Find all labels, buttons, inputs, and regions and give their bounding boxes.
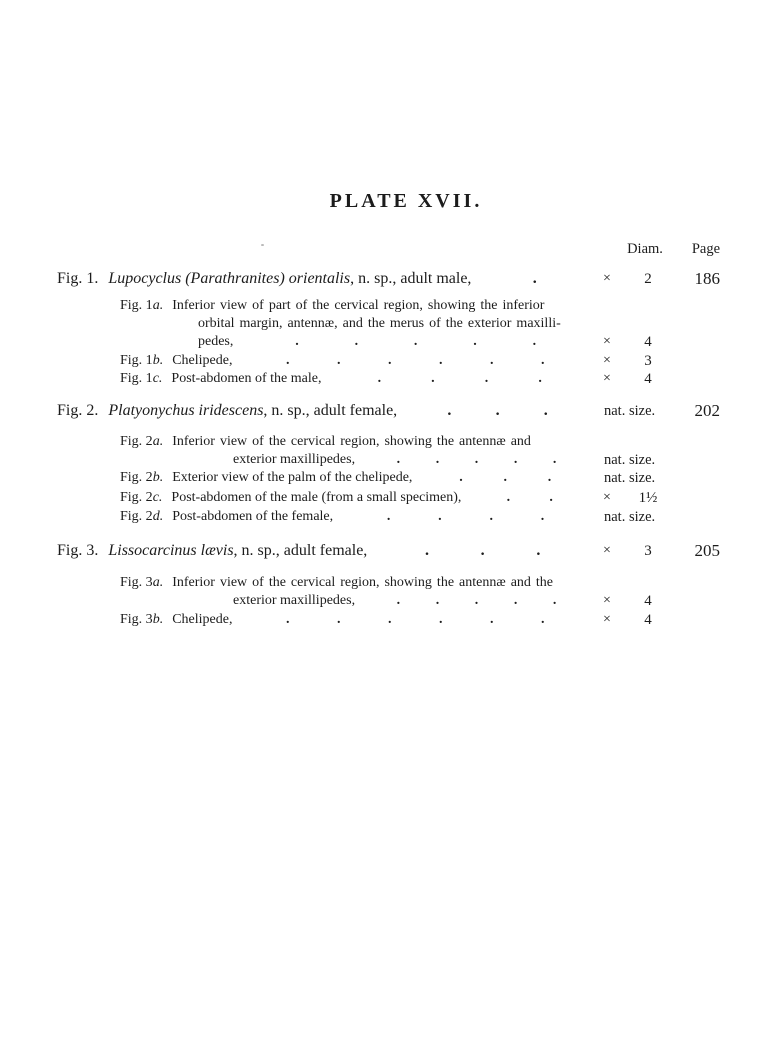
subfig-3a-text <box>120 574 598 610</box>
subfig-line: Chelipede, <box>172 612 233 627</box>
subfig-line: Post-abdomen of the male (from a small specimen), <box>171 490 462 505</box>
page-title: PLATE XVII. <box>329 190 483 212</box>
subfig-label: Fig. 1b. <box>120 353 164 368</box>
subfig-2c-row <box>0 489 776 507</box>
subfig-1c-row <box>0 370 776 388</box>
diam-value: 4 <box>644 593 652 609</box>
diam-symbol: × <box>603 353 611 368</box>
subfig-label: Fig. 3b. <box>120 612 164 627</box>
subfig-line: Inferior view of the cervical region, showing the antennæ and <box>172 434 531 449</box>
subfig-label: Fig. 1a. <box>120 298 164 313</box>
subfig-2b-text <box>120 469 598 487</box>
diam-value: 3 <box>644 353 652 369</box>
page-number: 186 <box>694 269 720 288</box>
subfig-2a-text <box>120 433 598 469</box>
subfig-2d-row <box>0 508 776 526</box>
subfig-2c-text <box>120 489 598 507</box>
leader-dots: . . . . . . <box>285 612 545 627</box>
fig-1-entry <box>57 268 598 290</box>
fig-label: Fig. 2. <box>57 402 99 419</box>
species-name: Platyonychus iridescens <box>108 402 264 419</box>
diam-value: 4 <box>644 371 652 387</box>
fig-2-entry <box>57 400 598 422</box>
leader-dots: . . . . . <box>396 452 557 467</box>
diam-value: 3 <box>644 543 652 559</box>
diam-symbol: × <box>603 490 611 505</box>
diam-symbol: × <box>603 593 611 608</box>
diam-value: 4 <box>644 334 652 350</box>
diam-symbol: × <box>603 334 611 349</box>
subfig-1a-row <box>0 297 776 351</box>
diam-value: 1½ <box>638 490 658 506</box>
diam-symbol: × <box>603 543 611 558</box>
diam-symbol: × <box>603 612 611 627</box>
subfig-1a-text <box>120 297 598 351</box>
subfig-label: Fig. 2c. <box>120 490 163 505</box>
subfig-label: Fig. 3a. <box>120 575 164 590</box>
subfig-label: Fig. 2d. <box>120 509 164 524</box>
page-number: 202 <box>694 401 720 420</box>
diam-text: nat. size. <box>604 470 656 486</box>
diam-text: nat. size. <box>604 509 656 525</box>
print-speck <box>261 244 264 246</box>
subfig-label: Fig. 2b. <box>120 470 164 485</box>
leader-dots: . . . . . <box>396 593 557 608</box>
subfig-line: exterior maxillipedes, <box>233 452 356 467</box>
leader-dots: . . . . <box>377 371 542 386</box>
subfig-2a-row <box>0 433 776 469</box>
diam-value: 2 <box>644 271 652 287</box>
subfig-2d-text <box>120 508 598 526</box>
subfig-label: Fig. 2a. <box>120 434 164 449</box>
species-name: Lupocyclus (Parathranites) orientalis <box>108 270 351 287</box>
column-header-diam: Diam. <box>627 241 663 257</box>
leader-dots: . . <box>506 490 553 505</box>
subfig-line: Post-abdomen of the female, <box>172 509 334 524</box>
leader-dots: . . . <box>447 402 548 419</box>
fig-1-row <box>0 268 776 290</box>
fig-descriptor: , n. sp., adult female, <box>263 402 398 419</box>
leader-dots: . . . . . <box>295 334 537 349</box>
diam-text: nat. size. <box>604 452 656 468</box>
leader-dots: . <box>532 270 537 287</box>
subfig-1b-text <box>120 352 598 370</box>
subfig-line: pedes, <box>198 334 234 349</box>
subfig-line: Post-abdomen of the male, <box>171 371 322 386</box>
subfig-label: Fig. 1c. <box>120 371 163 386</box>
diam-text: nat. size. <box>604 403 656 419</box>
species-name: Lissocarcinus lævis <box>108 542 234 559</box>
subfig-3a-row <box>0 574 776 610</box>
diam-symbol: × <box>603 371 611 386</box>
leader-dots: . . . <box>459 470 552 485</box>
subfig-3b-text <box>120 611 598 629</box>
fig-descriptor: , n. sp., adult female, <box>233 542 368 559</box>
fig-3-row <box>0 540 776 562</box>
subfig-line: Inferior view of the cervical region, showing the antennæ and the <box>172 575 554 590</box>
diam-value: 4 <box>644 612 652 628</box>
diam-symbol: × <box>603 271 611 286</box>
subfig-3b-row <box>0 611 776 629</box>
subfig-line: Chelipede, <box>172 353 233 368</box>
subfig-1b-row <box>0 352 776 370</box>
leader-dots: . . . . <box>386 509 545 524</box>
fig-3-entry <box>57 540 598 562</box>
subfig-line: orbital margin, antennæ, and the merus of the exterior maxilli- <box>198 316 561 331</box>
subfig-line: Exterior view of the palm of the chelipede, <box>172 470 413 485</box>
page-number: 205 <box>694 541 720 560</box>
fig-descriptor: , n. sp., adult male, <box>350 270 472 287</box>
subfig-1c-text <box>120 370 598 388</box>
leader-dots: . . . . . . <box>285 353 545 368</box>
column-header-page: Page <box>691 241 720 257</box>
fig-2-row <box>0 400 776 422</box>
fig-label: Fig. 1. <box>57 270 99 287</box>
subfig-line: exterior maxillipedes, <box>233 593 356 608</box>
subfig-2b-row <box>0 469 776 487</box>
subfig-line: Inferior view of part of the cervical region, showing the inferior <box>172 298 545 313</box>
leader-dots: . . . <box>424 542 541 559</box>
fig-label: Fig. 3. <box>57 542 99 559</box>
